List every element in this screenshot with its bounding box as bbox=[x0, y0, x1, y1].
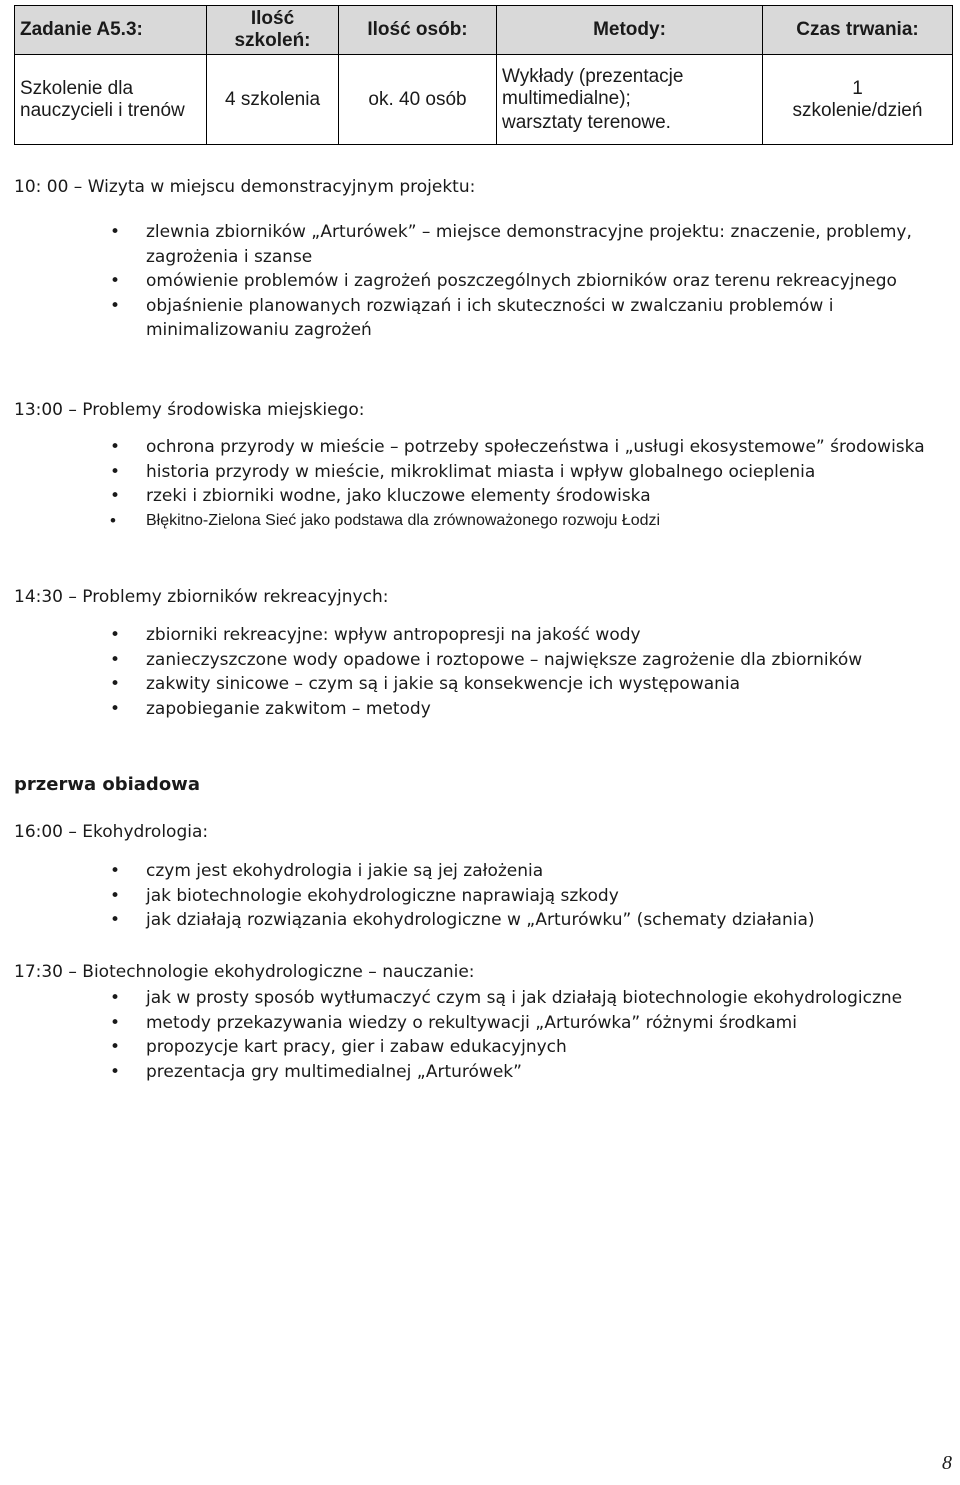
cell-task: Szkolenie dla nauczycieli i trenów bbox=[15, 55, 207, 145]
section-1000 bbox=[14, 175, 475, 200]
cell-methods bbox=[497, 55, 763, 145]
list-item: • historia przyrody w mieście, mikroklimat miasta i wpływ globalnego ocieplenia bbox=[0, 460, 960, 485]
cell-duration bbox=[763, 55, 953, 145]
methods-line-2: warsztaty terenowe. bbox=[502, 111, 671, 133]
bullet-icon: • bbox=[110, 1061, 121, 1082]
bullet-icon: • bbox=[110, 486, 121, 507]
list-item: • zlewnia zbiorników „Arturówek” – miejsce demonstracyjne projektu: znaczenie, problemy, zagrożenia i szanse bbox=[110, 222, 912, 267]
section-title: 17:30 – Biotechnologie ekohydrologiczne – nauczanie: bbox=[14, 962, 475, 982]
bullet-icon: • bbox=[110, 910, 121, 931]
bullet-icon: • bbox=[110, 1012, 121, 1033]
section-title: 16:00 – Ekohydrologia: bbox=[14, 822, 209, 842]
bullet-icon: • bbox=[110, 461, 121, 482]
list-item: • ochrona przyrody w mieście – potrzeby społeczeństwa i „usługi ekosystemowe” środowiska bbox=[0, 435, 960, 460]
page-number: 8 bbox=[942, 1452, 952, 1474]
list-item: • propozycje kart pracy, gier i zabaw edukacyjnych bbox=[0, 1035, 960, 1060]
bullet-icon: • bbox=[110, 988, 121, 1008]
header-methods: Metody: bbox=[497, 6, 763, 55]
header-count: Ilość szkoleń: bbox=[207, 6, 339, 55]
bullet-icon: • bbox=[110, 271, 121, 292]
header-task: Zadanie A5.3: bbox=[15, 6, 207, 55]
table-row bbox=[15, 55, 953, 145]
task-info-table bbox=[14, 5, 953, 145]
list-item: • zanieczyszczone wody opadowe i roztopowe – największe zagrożenie dla zbiorników bbox=[0, 648, 960, 673]
section-1300 bbox=[14, 398, 364, 423]
list-item: • rzeki i zbiorniki wodne, jako kluczowe elementy środowiska bbox=[0, 484, 960, 509]
list-item: • zapobieganie zakwitom – metody bbox=[0, 697, 960, 722]
list-item: • zbiorniki rekreacyjne: wpływ antropopresji na jakość wody bbox=[0, 623, 960, 648]
list-item: • jak działają rozwiązania ekohydrologiczne w „Arturówku” (schematy działania) bbox=[0, 908, 960, 933]
section-1730-list bbox=[0, 986, 960, 1084]
list-item: • zakwity sinicowe – czym są i jakie są konsekwencje ich występowania bbox=[0, 672, 960, 697]
section-1600 bbox=[14, 820, 208, 845]
list-item: • metody przekazywania wiedzy o rekultywacji „Arturówka” różnymi środkami bbox=[0, 1011, 960, 1036]
bullet-icon: • bbox=[110, 510, 116, 530]
list-item: • Błękitno-Zielona Sieć jako podstawa dla zrównoważonego rozwoju Łodzi bbox=[0, 509, 960, 534]
bullet-icon: • bbox=[110, 222, 121, 242]
bullet-icon: • bbox=[110, 295, 121, 316]
duration-number: 1 bbox=[852, 77, 863, 99]
bullet-icon: • bbox=[110, 885, 121, 906]
bullet-icon: • bbox=[110, 674, 121, 695]
section-1430-list bbox=[0, 623, 960, 721]
section-1600-list bbox=[0, 859, 960, 933]
section-1430 bbox=[14, 585, 388, 610]
methods-line-1: Wykłady (prezentacje multimedialne); bbox=[502, 65, 684, 109]
section-title: 14:30 – Problemy zbiorników rekreacyjnych: bbox=[14, 587, 389, 607]
bullet-icon: • bbox=[110, 861, 121, 881]
section-title: przerwa obiadowa bbox=[14, 774, 200, 795]
bullet-icon: • bbox=[110, 1037, 121, 1058]
cell-people: ok. 40 osób bbox=[339, 55, 497, 145]
duration-unit: szkolenie/dzień bbox=[792, 99, 923, 121]
cell-count: 4 szkolenia bbox=[207, 55, 339, 145]
list-item: • jak biotechnologie ekohydrologiczne naprawiają szkody bbox=[0, 884, 960, 909]
bullet-icon: • bbox=[110, 625, 121, 645]
list-item: • objaśnienie planowanych rozwiązań i ich skuteczności w zwalczaniu problemów i minimalizowaniu zagrożeń bbox=[110, 295, 834, 341]
list-item: • omówienie problemów i zagrożeń poszczególnych zbiorników oraz terenu rekreacyjnego bbox=[0, 269, 960, 294]
bullet-icon: • bbox=[110, 437, 121, 457]
header-people: Ilość osób: bbox=[339, 6, 497, 55]
section-1300-list bbox=[0, 435, 960, 533]
header-duration: Czas trwania: bbox=[763, 6, 953, 55]
list-item: • jak w prosty sposób wytłumaczyć czym są i jak działają biotechnologie ekohydrologiczne bbox=[0, 986, 960, 1011]
bullet-icon: • bbox=[110, 698, 121, 719]
section-title: 13:00 – Problemy środowiska miejskiego: bbox=[14, 400, 365, 420]
list-item: • prezentacja gry multimedialnej „Arturówek” bbox=[0, 1060, 960, 1085]
bullet-icon: • bbox=[110, 649, 121, 670]
lunch-break bbox=[14, 772, 200, 797]
list-item: • czym jest ekohydrologia i jakie są jej założenia bbox=[0, 859, 960, 884]
table-header-row bbox=[15, 6, 953, 55]
section-1000-list bbox=[0, 220, 960, 343]
section-title: 10: 00 – Wizyta w miejscu demonstracyjnym projektu: bbox=[14, 177, 476, 197]
section-1730 bbox=[14, 960, 475, 985]
